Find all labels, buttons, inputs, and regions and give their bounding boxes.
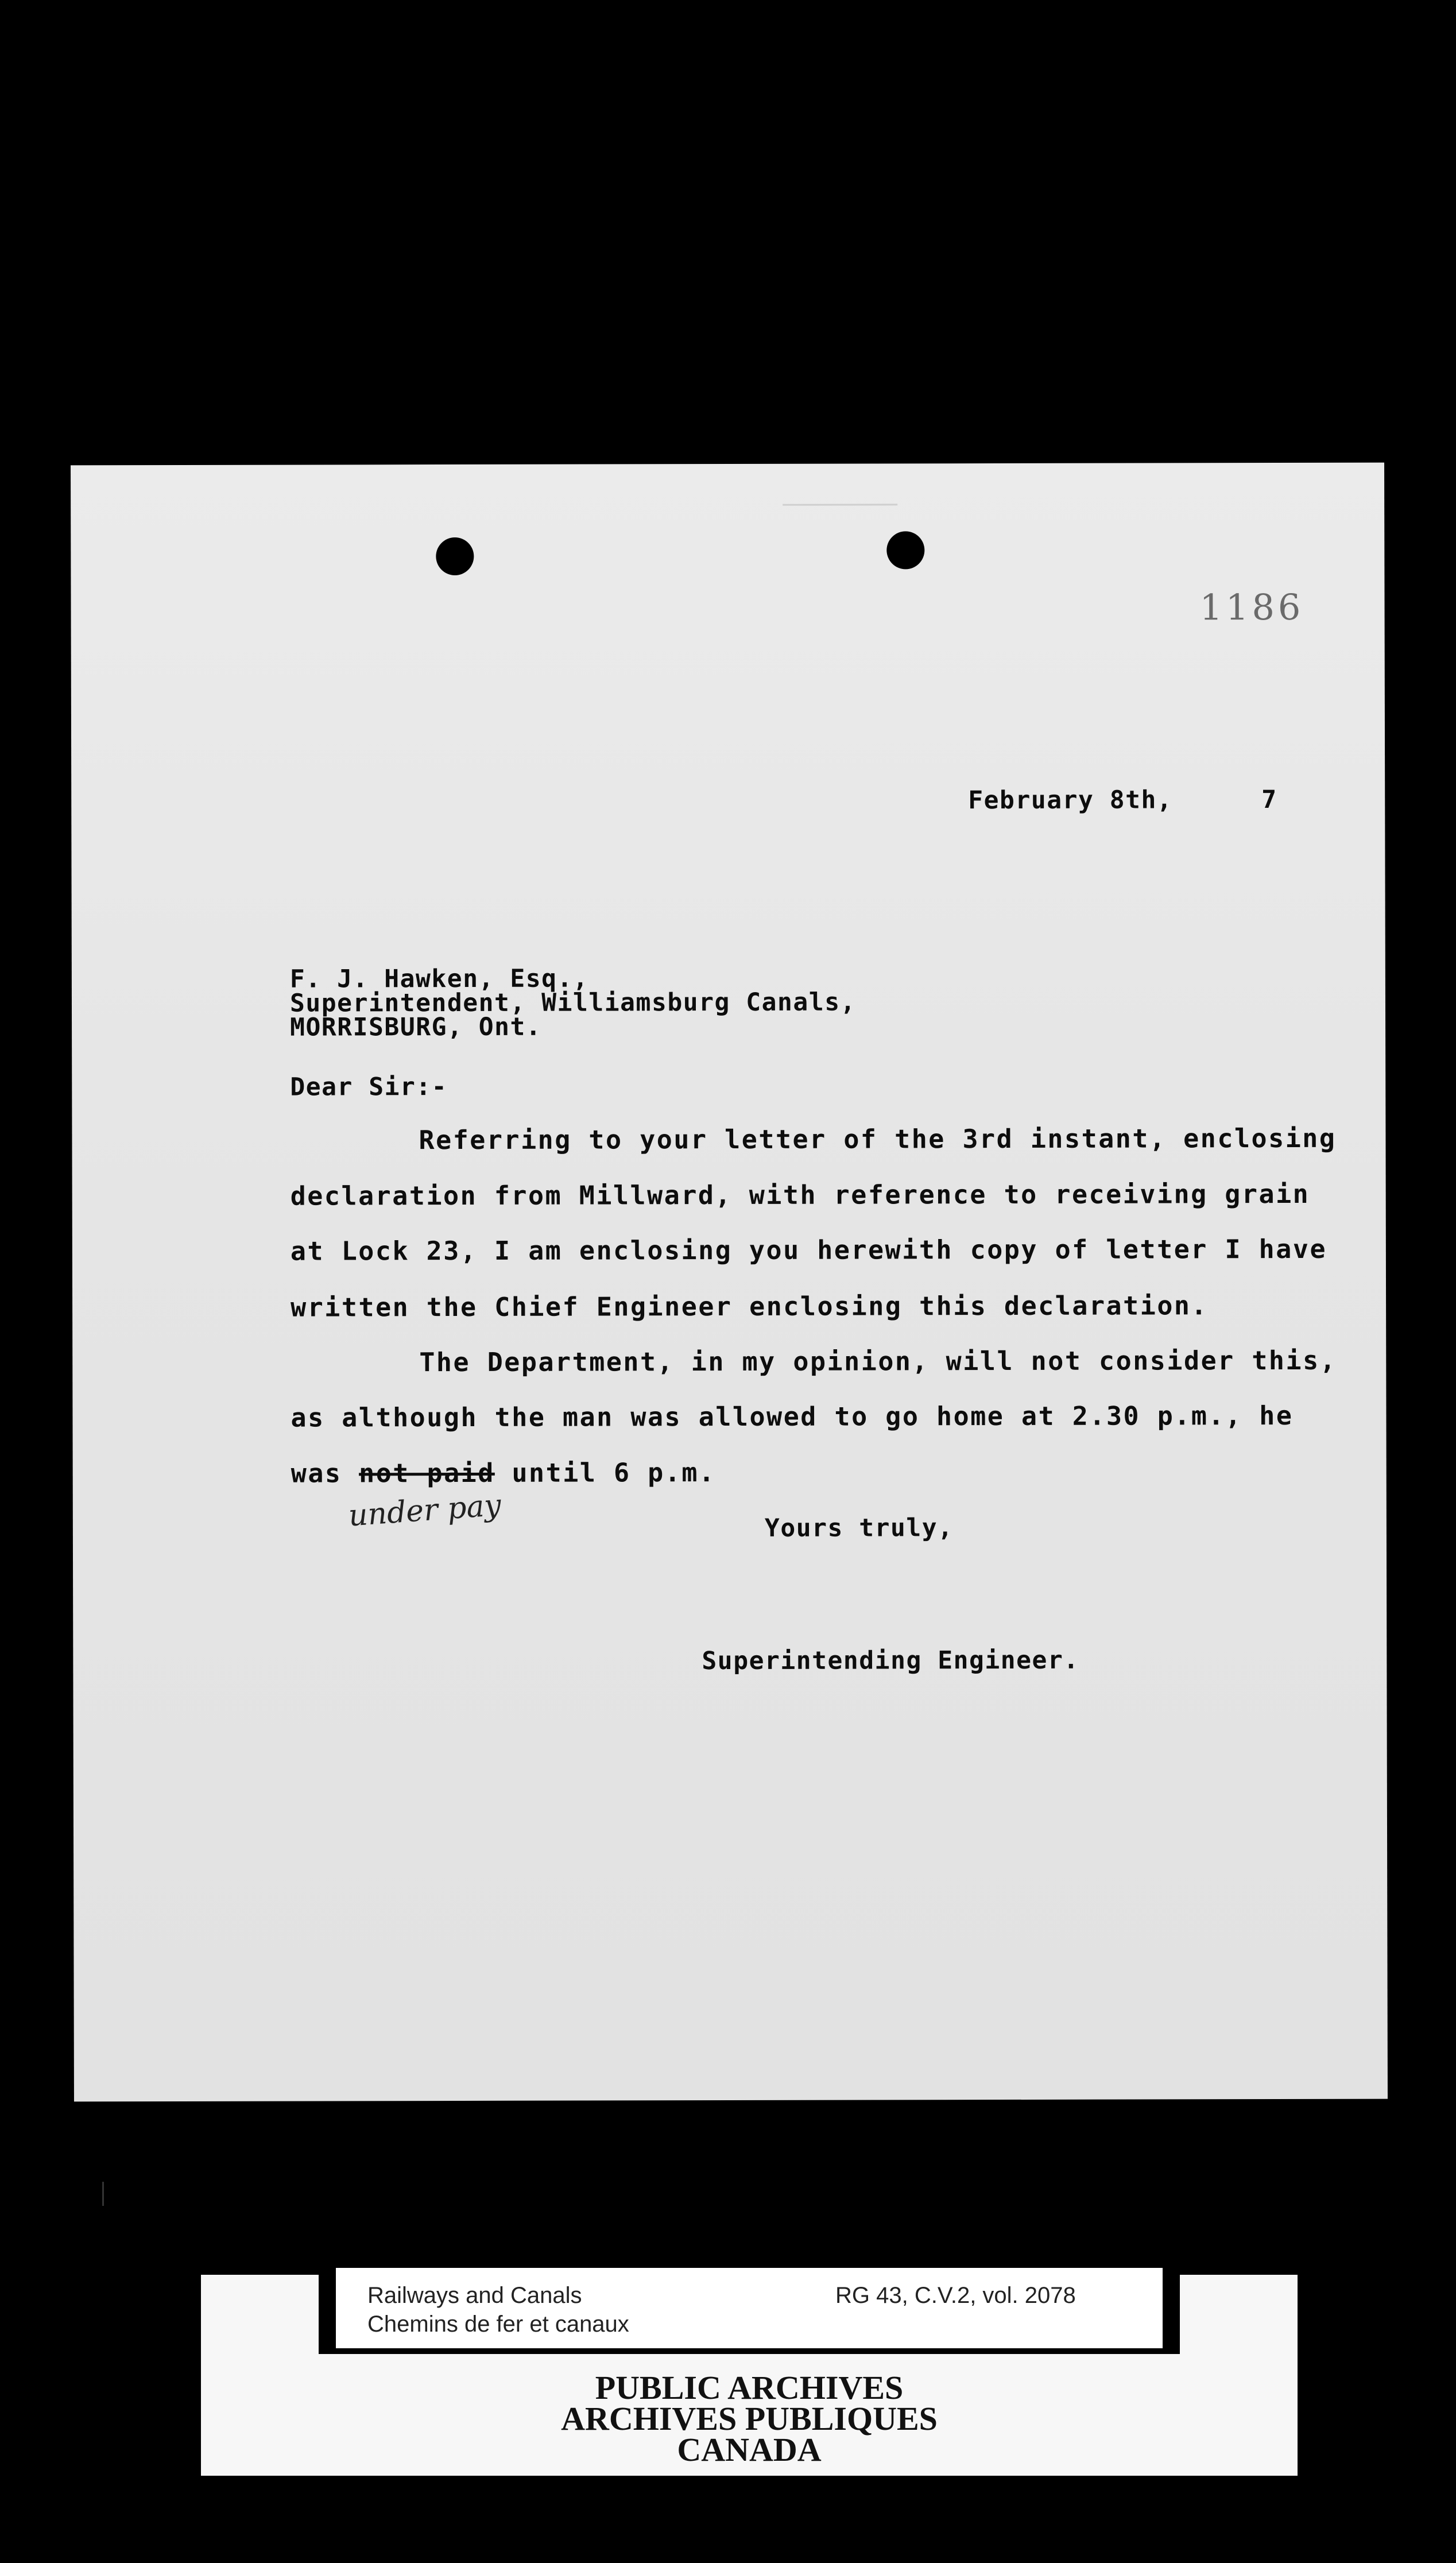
department-french: Chemins de fer et canaux: [367, 2312, 629, 2337]
archives-country: CANADA: [677, 2431, 822, 2468]
closing: Yours truly,: [764, 1513, 954, 1543]
faint-smudge: [783, 504, 897, 505]
body-line: The Department, in my opinion, will not consider this,: [419, 1345, 1337, 1378]
record-group-reference: RG 43, C.V.2, vol. 2078: [835, 2283, 1076, 2308]
letter-page: [71, 463, 1388, 2102]
film-scratch: [102, 2182, 104, 2206]
body-line: Referring to your letter of the 3rd instant, enclosing: [419, 1122, 1337, 1156]
address-line-city: MORRISBURG, Ont.: [290, 1012, 542, 1042]
punch-hole-right: [886, 531, 924, 569]
salutation: Dear Sir:-: [290, 1073, 448, 1102]
letter-date: February 8th,: [968, 785, 1173, 815]
body-line-with-correction: [291, 1457, 716, 1489]
archives-title-french: ARCHIVES PUBLIQUES: [561, 2400, 938, 2437]
archives-title-english: PUBLIC ARCHIVES: [595, 2369, 904, 2406]
address-line-title: Superintendent, Williamsburg Canals,: [289, 988, 857, 1018]
punch-hole-left: [436, 537, 474, 575]
body-line: declaration from Millward, with reference to receiving grain: [290, 1178, 1310, 1211]
year-mark: 7: [1261, 785, 1277, 815]
body-line: as although the man was allowed to go home at 2.30 p.m., he: [291, 1400, 1294, 1433]
body-text: until 6 p.m.: [494, 1457, 716, 1488]
body-line: written the Chief Engineer enclosing this declaration.: [291, 1290, 1209, 1323]
archive-reference-box: [319, 2268, 1180, 2354]
signature-block: Superintending Engineer.: [702, 1646, 1079, 1676]
body-line: at Lock 23, I am enclosing you herewith copy of letter I have: [290, 1233, 1327, 1267]
body-text: was: [291, 1458, 359, 1489]
struck-through-text: not paid: [359, 1457, 495, 1489]
archive-number: 1186: [1199, 586, 1304, 629]
address-line-name: F. J. Hawken, Esq.,: [289, 964, 589, 994]
department-english: Railways and Canals: [367, 2283, 582, 2308]
handwritten-correction: under pay: [347, 1488, 502, 1534]
